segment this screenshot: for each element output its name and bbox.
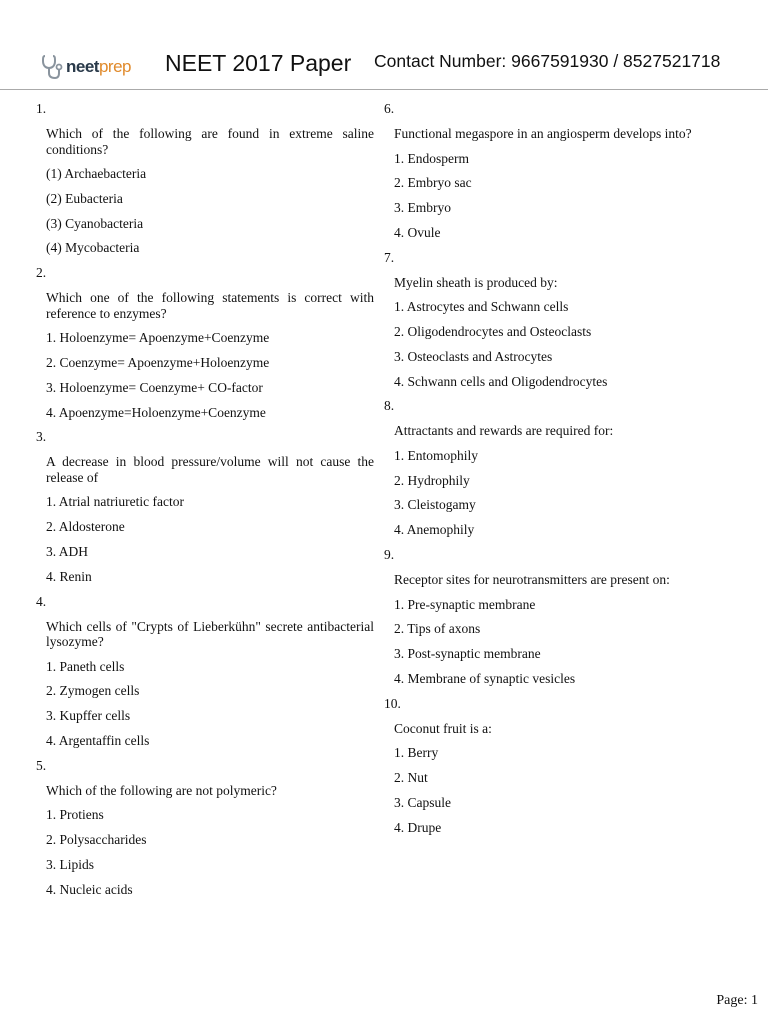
answer-option: 1. Holoenzyme= Apoenzyme+Coenzyme [46, 330, 270, 346]
stethoscope-icon [40, 53, 64, 81]
question-number: 7. [384, 249, 395, 265]
answer-option: 2. Polysaccharides [46, 832, 147, 848]
answer-option: (3) Cyanobacteria [46, 215, 144, 231]
answer-option: 4. Renin [46, 568, 92, 584]
question-block [36, 429, 374, 584]
answer-option: 3. Capsule [394, 794, 451, 810]
answer-option: 3. Holoenzyme= Coenzyme+ CO-factor [46, 379, 263, 395]
answer-option: 4. Schwann cells and Oligodendrocytes [394, 373, 608, 389]
question-text: Functional megaspore in an angiosperm develops into? [394, 126, 692, 141]
question-text: Myelin sheath is produced by: [394, 274, 558, 290]
answer-option: 4. Nucleic acids [46, 881, 133, 897]
question-text: Attractants and rewards are required for: [394, 423, 614, 439]
question-block [36, 101, 374, 256]
neetprep-logo [40, 52, 131, 82]
logo-brand-accent: prep [98, 57, 131, 76]
answer-option: 4. Membrane of synaptic vesicles [394, 670, 576, 686]
question-block [36, 758, 374, 898]
question-text: Coconut fruit is a: [394, 720, 492, 736]
question-number: 9. [384, 547, 395, 563]
answer-option: 2. Embryo sac [394, 175, 472, 191]
page-header [0, 0, 768, 90]
question-number: 6. [384, 101, 395, 116]
question-text: Which of the following are not polymeric? [46, 782, 277, 798]
answer-option: 3. Lipids [46, 856, 95, 872]
question-block [36, 594, 374, 749]
answer-option: 2. Nut [394, 770, 428, 786]
question-text: Which cells of "Crypts of Lieberkühn" secrete antibacterial lysozyme? [46, 618, 374, 650]
answer-option: 3. Kupffer cells [46, 708, 131, 724]
answer-option: 2. Coenzyme= Apoenzyme+Holoenzyme [46, 354, 270, 370]
question-number: 4. [36, 593, 47, 609]
answer-option: 2. Oligodendrocytes and Osteoclasts [394, 323, 592, 339]
question-block [384, 696, 724, 836]
question-text: Receptor sites for neurotransmitters are present on: [394, 572, 670, 588]
answer-option: 1. Atrial natriuretic factor [46, 494, 184, 510]
answer-option: 4. Anemophily [394, 522, 475, 538]
question-number: 1. [36, 101, 47, 116]
question-number: 8. [384, 398, 395, 414]
answer-option: 1. Endosperm [394, 150, 469, 166]
page-title: NEET 2017 Paper [165, 50, 352, 76]
question-block [384, 398, 724, 538]
answer-option: 2. Aldosterone [46, 519, 125, 535]
page-number: Page: 1 [716, 993, 758, 1008]
answer-option: 4. Ovule [394, 224, 441, 240]
answer-option: 3. Cleistogamy [394, 497, 476, 513]
header-divider [0, 89, 768, 90]
answer-option: 3. ADH [46, 543, 89, 559]
answer-option: (1) Archaebacteria [46, 166, 147, 181]
left-column [36, 98, 374, 906]
logo-wordmark [66, 57, 131, 77]
answer-option: 1. Paneth cells [46, 658, 125, 674]
answer-option: 3. Osteoclasts and Astrocytes [394, 348, 553, 364]
question-block [384, 547, 724, 687]
question-text: Which one of the following statements is correct with reference to enzymes? [46, 290, 374, 321]
answer-option: 3. Post-synaptic membrane [394, 646, 541, 662]
answer-option: 2. Hydrophily [394, 472, 470, 488]
answer-option: 1. Protiens [46, 807, 104, 823]
answer-option: 3. Embryo [394, 200, 451, 216]
logo-brand-bold: neet [66, 57, 99, 76]
contact-number: Contact Number: 9667591930 / 8527521718 [374, 51, 721, 71]
question-block [384, 101, 724, 241]
question-number: 10. [384, 695, 401, 711]
answer-option: (2) Eubacteria [46, 190, 123, 206]
answer-option: 1. Berry [394, 745, 439, 761]
question-block [36, 265, 374, 420]
question-number: 5. [36, 757, 47, 773]
question-number: 3. [36, 429, 47, 445]
right-column [384, 98, 724, 844]
answer-option: 1. Entomophily [394, 447, 478, 463]
answer-option: 4. Drupe [394, 819, 442, 835]
answer-option: 4. Argentaffin cells [46, 732, 150, 748]
answer-option: 1. Astrocytes and Schwann cells [394, 299, 569, 315]
answer-option: 2. Zymogen cells [46, 683, 140, 699]
question-text: Which of the following are found in extreme saline conditions? [46, 126, 374, 157]
answer-option: 1. Pre-synaptic membrane [394, 596, 536, 612]
question-number: 2. [36, 265, 47, 281]
question-block [384, 250, 724, 390]
answer-option: 4. Apoenzyme=Holoenzyme+Coenzyme [46, 404, 266, 420]
answer-option: 2. Tips of axons [394, 621, 481, 637]
question-text: A decrease in blood pressure/volume will not cause the release of [46, 454, 374, 485]
answer-option: (4) Mycobacteria [46, 240, 140, 256]
